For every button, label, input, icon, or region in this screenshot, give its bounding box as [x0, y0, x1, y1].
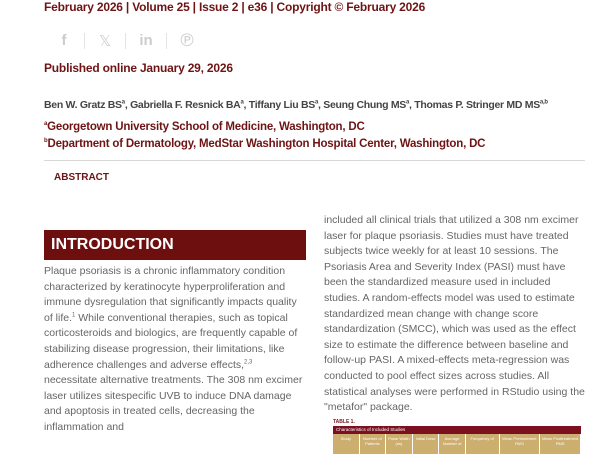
- section-heading-introduction: INTRODUCTION: [44, 230, 306, 260]
- author-sup: a: [121, 99, 125, 106]
- author-sup: a: [405, 99, 410, 106]
- affiliation-b: [44, 138, 485, 150]
- share-bar: [44, 30, 207, 51]
- author[interactable]: Thomas P. Stringer MD MS: [414, 99, 540, 111]
- column-header: Mean Posttreatment PASI: [540, 434, 581, 454]
- text: While conventional therapies, such as topical corticosteroids and biologics, are frequently capable of stabilizing disease progression, their limitations, like adherence challenges and adverse effects,: [44, 311, 298, 371]
- table-header-row: [333, 434, 581, 454]
- affiliation-a: [44, 121, 365, 133]
- citation-ref[interactable]: 2,3: [244, 359, 253, 366]
- abstract-toggle[interactable]: ABSTRACT: [54, 172, 109, 183]
- aff-sup: b: [44, 138, 48, 145]
- citation-line: February 2026 | Volume 25 | Issue 2 | e36 | Copyright © February 2026: [44, 0, 426, 14]
- table-label: TABLE 1.: [333, 418, 355, 425]
- author-sup: a: [240, 99, 244, 106]
- author[interactable]: Ben W. Gratz BS: [44, 99, 122, 111]
- table-1[interactable]: [333, 426, 581, 454]
- column-header: Number of Patients: [360, 434, 387, 454]
- author[interactable]: Tiffany Liu BS: [248, 99, 315, 111]
- aff-text: Georgetown University School of Medicine, Washington, DC: [47, 121, 365, 133]
- right-column: [324, 213, 586, 454]
- aff-text: Department of Dermatology, MedStar Washington Hospital Center, Washington, DC: [47, 138, 486, 150]
- column-header: Mean Pretreatment PASI: [500, 434, 541, 454]
- aff-sup: a: [44, 121, 48, 128]
- column-header: Pulse Width (ns): [386, 434, 413, 454]
- column-header: Average Number of: [439, 434, 466, 454]
- divider: [44, 160, 585, 161]
- author[interactable]: Seung Chung MS: [323, 99, 406, 111]
- author-sup: a,b: [539, 99, 548, 106]
- author-sup: a: [314, 99, 319, 106]
- introduction-text: [44, 264, 306, 436]
- facebook-icon[interactable]: f: [61, 32, 67, 49]
- citation-ref[interactable]: 1: [72, 312, 76, 319]
- methods-text: included all clinical trials that utilized a 308 nm excimer laser for plaque psoriasis. Studies must have treated subjects twice weekly for at least 10 sessions. The Psoriasis Area and Severity Index (PASI) must have been the standardized measure used in included studies. A random-effects model was used to estimate standardized mean change with change score standardization (SMCC), which was used as the effect size to estimate the difference between baseline and follow-up PASI. A mixed-effects meta-regression was conducted to pool effect sizes across studies. All statistical analyses were performed in RStudio using the "metafor" package.: [324, 214, 585, 414]
- table-title: Characteristics of Included Studies: [333, 426, 581, 434]
- pinterest-icon[interactable]: ℗: [180, 30, 194, 50]
- x-icon[interactable]: 𝕏: [98, 32, 112, 50]
- column-header: Initial Dose: [413, 434, 440, 454]
- linkedin-icon[interactable]: in: [139, 32, 153, 49]
- text: Plaque psoriasis is a chronic inflammatory condition characterized by keratinocyte hyperproliferation and immune dysregulation that significantly impacts quality of life.: [44, 265, 297, 324]
- author-list: Ben W. Gratz $BS^a$, Gabriella F. Resnick $BA^a$, Tiffany Liu $BS^a$, Seung Chung $MS^a$, Thomas P. Stringer MD MS$^{a,b}$: [44, 99, 548, 111]
- column-header: Study: [333, 434, 360, 454]
- text: necessitate alternative treatments. The 308 nm excimer laser utilizes sitespecific UVB to induce DNA damage and apoptosis in treated cells, decreasing the inflammation and: [44, 374, 303, 433]
- column-header: Frequency of: [466, 434, 500, 454]
- published-date: Published online January 29, 2026: [44, 61, 233, 75]
- author[interactable]: Gabriella F. Resnick BA: [130, 99, 241, 111]
